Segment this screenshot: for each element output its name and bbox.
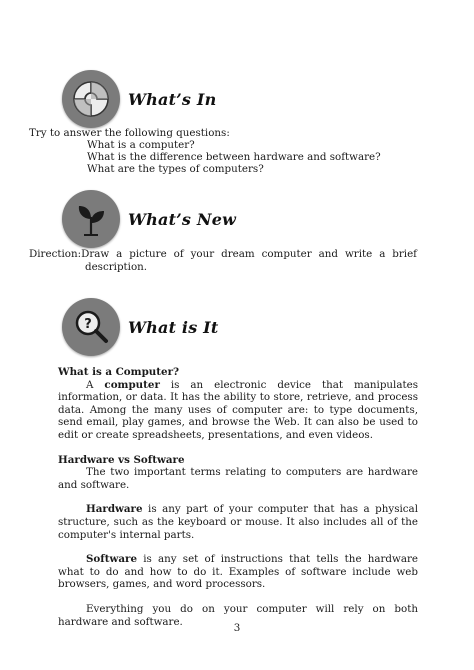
hvs-subheading: Hardware vs Software [58, 453, 185, 466]
hvs-paragraph: The two important terms relating to computers are hardware and software. [58, 466, 418, 491]
lesson-body [58, 366, 418, 628]
hardware-text: is any part of your computer that has a physical structure, such as the keyboard or mouse. It also includes all of the computer's internal parts. [58, 503, 418, 541]
page-number: 3 [233, 622, 241, 634]
plant-sprout-icon [62, 190, 120, 248]
computer-term: computer [104, 378, 160, 391]
direction-text: Direction:Draw a picture of your dream computer and write a brief [29, 248, 417, 260]
everything-paragraph: Everything you do on your computer will rely on both hardware and software. [58, 602, 418, 628]
computer-subheading: What is a Computer? [58, 366, 180, 378]
svg-text:?: ? [84, 317, 92, 332]
computer-paragraph [58, 379, 418, 442]
whats-new-header [62, 190, 236, 248]
what-is-it-heading: What is It [128, 317, 219, 337]
question-item: What is the difference between hardware and software? [87, 151, 381, 163]
hardware-paragraph [58, 503, 418, 541]
computer-para-start: A [86, 378, 105, 391]
whats-in-heading: What’s In [128, 89, 217, 109]
puzzle-icon [62, 70, 120, 128]
question-item: What is a computer? [87, 139, 195, 151]
question-item: What are the types of computers? [87, 163, 264, 175]
magnifier-question-icon [62, 298, 120, 356]
whats-new-heading: What’s New [128, 209, 237, 229]
software-text: is any set of instructions that tells the hardware what to do and how to do it. Examples of software include web browsers, games, and word processors. [58, 553, 418, 591]
software-term: Software [86, 553, 138, 566]
computer-para-text: is an electronic device that manipulates information, or data. It has the ability to store, retrieve, and process data. Among the many uses of computer are: to type documents, send email, play games, and browse the Web. It can also be used to edit or create spreadsheets, presentations, and even videos. [58, 378, 418, 441]
whats-in-header [62, 70, 216, 128]
direction-text-cont: description. [85, 261, 148, 273]
hardware-term: Hardware [86, 503, 143, 516]
what-is-it-header [62, 298, 218, 356]
software-paragraph [58, 553, 418, 591]
whats-in-intro: Try to answer the following questions: [29, 127, 230, 139]
